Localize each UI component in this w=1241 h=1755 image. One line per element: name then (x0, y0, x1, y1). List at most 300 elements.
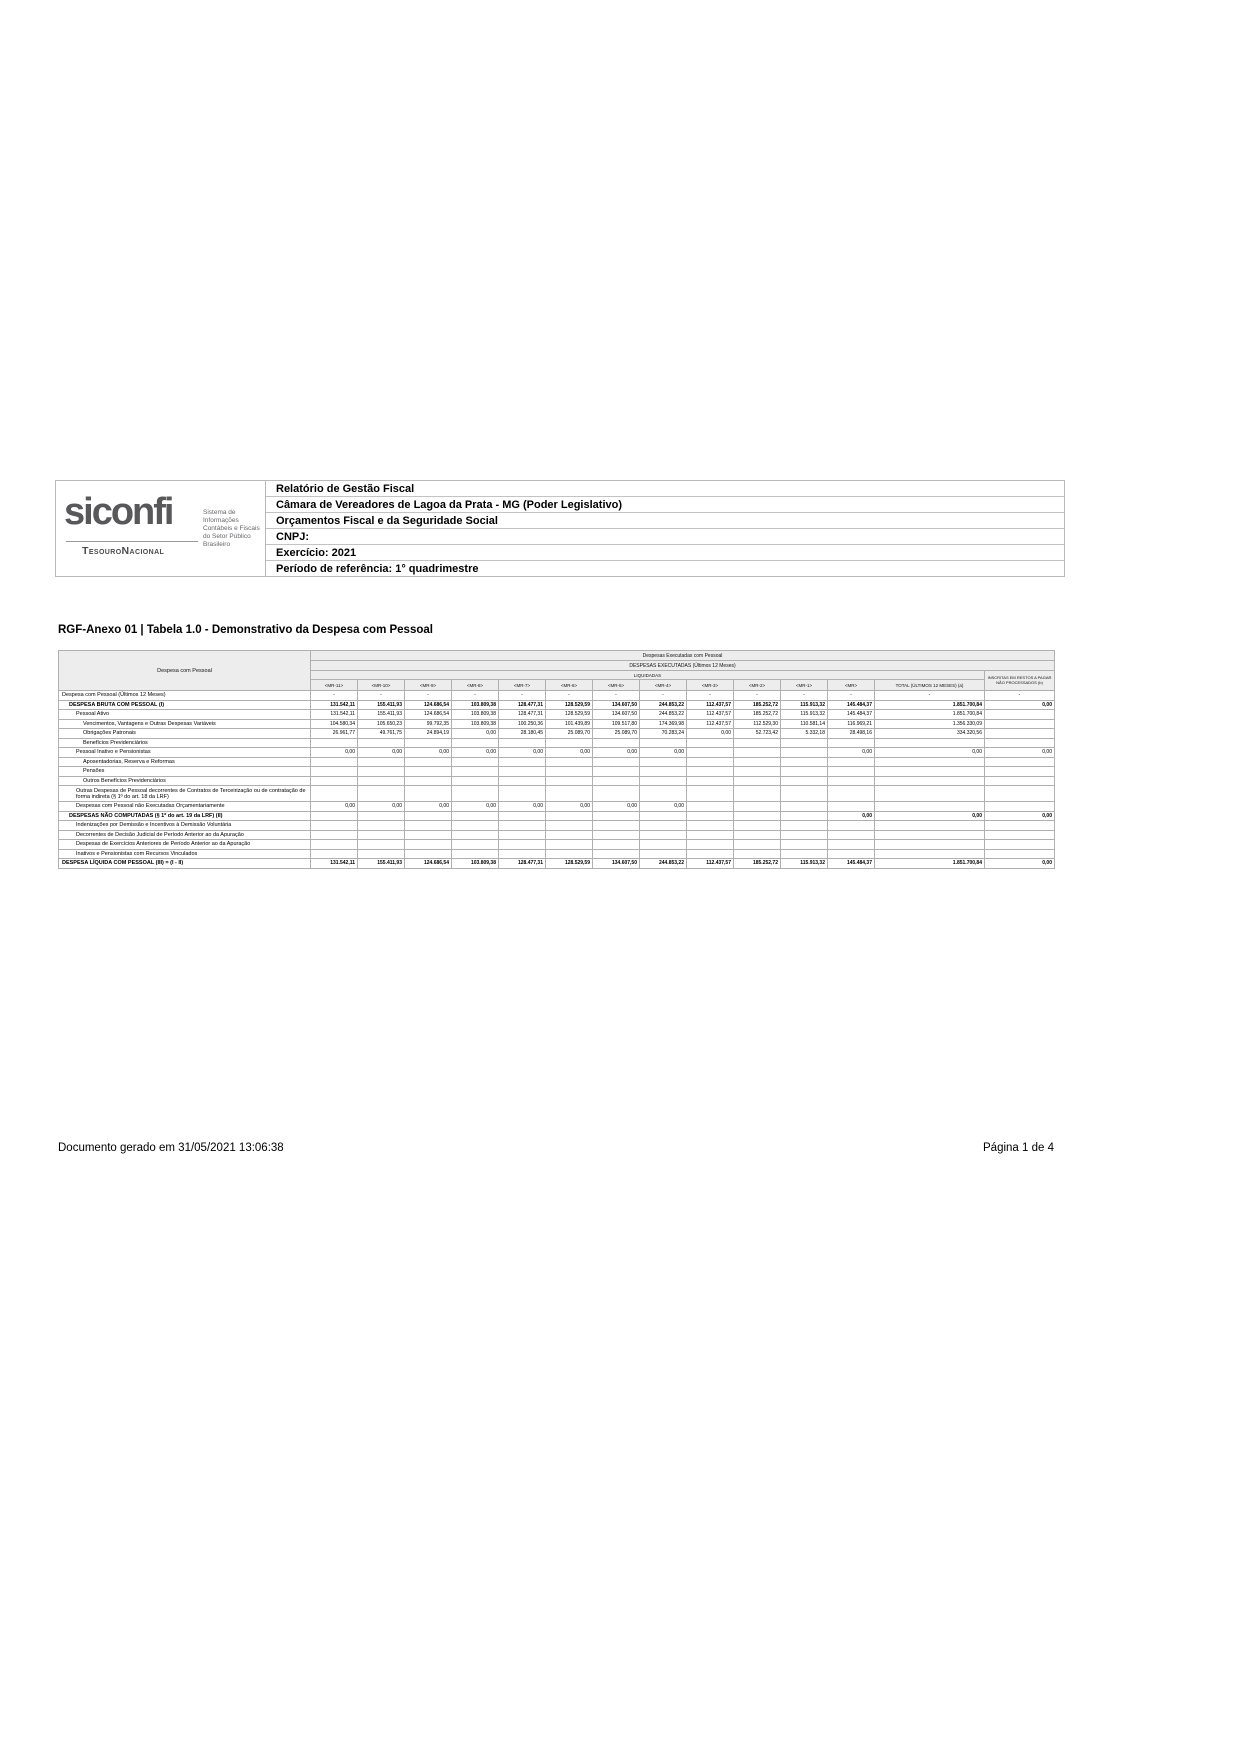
cell-value (828, 777, 875, 787)
cell-value: 124.686,54 (405, 710, 452, 720)
cell-value (358, 786, 405, 802)
cell-value: 0,00 (985, 859, 1055, 869)
entity-row: Câmara de Vereadores de Lagoa da Prata - MG (Poder Legislativo) (266, 497, 1064, 513)
cell-value (734, 850, 781, 860)
cell-value (828, 739, 875, 749)
cell-value (875, 821, 985, 831)
cell-value: - (985, 691, 1055, 701)
cell-value: - (781, 691, 828, 701)
cell-value (452, 821, 499, 831)
cell-value: 104.580,34 (311, 720, 358, 730)
cell-value: 0,00 (452, 729, 499, 739)
table-body (59, 691, 1055, 869)
cell-value: 105.650,23 (358, 720, 405, 730)
cell-value (452, 767, 499, 777)
cell-value: 0,00 (405, 802, 452, 812)
cell-value (734, 812, 781, 822)
cell-value: 185.252,72 (734, 859, 781, 869)
cell-value (499, 739, 546, 749)
cell-value (828, 831, 875, 841)
cell-value (405, 831, 452, 841)
month-col-header: <MR-3> (687, 680, 734, 691)
table-row (59, 840, 1055, 850)
cell-value: - (593, 691, 640, 701)
cell-value: 112.437,57 (687, 710, 734, 720)
cell-value (358, 831, 405, 841)
cell-value: 244.853,22 (640, 701, 687, 711)
reference-period-row: Período de referência: 1° quadrimestre (276, 562, 479, 575)
cell-value: 0,00 (640, 748, 687, 758)
cell-value: - (499, 691, 546, 701)
cell-value (546, 812, 593, 822)
cell-value: - (358, 691, 405, 701)
cell-value (405, 850, 452, 860)
cell-value: 145.484,37 (828, 710, 875, 720)
month-col-header: <MR-4> (640, 680, 687, 691)
cell-value (640, 739, 687, 749)
cell-value (687, 850, 734, 860)
row-label: Indenizações por Demissão e Incentivos à Demissão Voluntária (59, 821, 311, 831)
cell-value: 25.089,70 (546, 729, 593, 739)
cell-value: 155.411,93 (358, 701, 405, 711)
cell-value (593, 767, 640, 777)
cell-value (593, 758, 640, 768)
table-row (59, 739, 1055, 749)
table-row (59, 701, 1055, 711)
header-liquidadas-block (311, 671, 985, 691)
cell-value (875, 758, 985, 768)
cell-value: 0,00 (499, 748, 546, 758)
cell-value: 0,00 (452, 748, 499, 758)
cell-value: 185.252,72 (734, 710, 781, 720)
cell-value (311, 767, 358, 777)
cell-value (405, 786, 452, 802)
month-col-header: <MR-5> (593, 680, 640, 691)
cell-value (499, 786, 546, 802)
cell-value: 131.542,11 (311, 859, 358, 869)
cell-value: - (640, 691, 687, 701)
cell-value (687, 767, 734, 777)
total-column-header: TOTAL (ÚLTIMOS 12 MESES) (a) (875, 680, 985, 691)
cell-value (499, 821, 546, 831)
cell-value: 0,00 (546, 802, 593, 812)
cell-value: 0,00 (452, 802, 499, 812)
cell-value (875, 850, 985, 860)
cell-value (734, 758, 781, 768)
cell-value (985, 739, 1055, 749)
cell-value: 103.809,38 (452, 720, 499, 730)
cell-value: 0,00 (593, 748, 640, 758)
cell-value (593, 777, 640, 787)
month-col-header: <MR-2> (734, 680, 781, 691)
row-label: Outras Despesas de Pessoal decorrentes de Contratos de Terceirização ou de contratação de forma indireta (§ 1º do art. 18 da LRF) (59, 786, 311, 802)
cell-value (985, 831, 1055, 841)
cell-value: 115.913,32 (781, 859, 828, 869)
cell-value: 131.542,11 (311, 701, 358, 711)
cell-value: 1.356.330,09 (875, 720, 985, 730)
row-label: Pensões (59, 767, 311, 777)
cell-value: - (546, 691, 593, 701)
month-col-header: <MR-6> (546, 680, 593, 691)
table-row (59, 691, 1055, 701)
row-label: Despesas com Pessoal não Executadas Orçamentariamente (59, 802, 311, 812)
cell-value: 28.180,45 (499, 729, 546, 739)
cell-value (781, 758, 828, 768)
row-label: Pessoal Inativo e Pensionistas (59, 748, 311, 758)
cell-value (875, 802, 985, 812)
cell-value (452, 758, 499, 768)
cell-value (734, 777, 781, 787)
cell-value (640, 767, 687, 777)
cell-value (546, 758, 593, 768)
month-col-header: <MR-10> (358, 680, 405, 691)
cell-value (687, 812, 734, 822)
row-label: DESPESA LÍQUIDA COM PESSOAL (III) = (I - II) (59, 859, 311, 869)
cell-value: 0,00 (358, 802, 405, 812)
cell-value: 110.581,14 (781, 720, 828, 730)
month-col-header: <MR-8> (452, 680, 499, 691)
cell-value (452, 739, 499, 749)
table-title: RGF-Anexo 01 | Tabela 1.0 - Demonstrativo da Despesa com Pessoal (58, 624, 433, 636)
cell-value (405, 777, 452, 787)
siconfi-tagline (203, 509, 265, 549)
cell-value (875, 739, 985, 749)
cell-value: - (687, 691, 734, 701)
cell-value: 25.089,70 (593, 729, 640, 739)
table-row (59, 850, 1055, 860)
cell-value: 0,00 (358, 748, 405, 758)
cell-value: 0,00 (593, 802, 640, 812)
cell-value (499, 758, 546, 768)
budget-scope-row: Orçamentos Fiscal e da Seguridade Social (266, 513, 1064, 529)
cell-value (546, 777, 593, 787)
table-row (59, 859, 1055, 869)
cell-value (781, 786, 828, 802)
cell-value: 174.369,98 (640, 720, 687, 730)
cell-value (828, 767, 875, 777)
cell-value: 52.723,42 (734, 729, 781, 739)
month-col-header: <MR> (828, 680, 875, 691)
cell-value (311, 777, 358, 787)
cell-value (985, 786, 1055, 802)
cell-value (687, 831, 734, 841)
cell-value: 115.913,32 (781, 701, 828, 711)
cell-value: 128.529,59 (546, 710, 593, 720)
cell-value: 0,00 (828, 748, 875, 758)
cell-value (593, 821, 640, 831)
cell-value (640, 850, 687, 860)
cell-value (687, 786, 734, 802)
cell-value (828, 850, 875, 860)
cell-value: 128.529,59 (546, 859, 593, 869)
cell-value: 103.809,38 (452, 701, 499, 711)
cell-value: 244.853,22 (640, 710, 687, 720)
siconfi-logo (56, 481, 266, 576)
cell-value (640, 821, 687, 831)
cell-value (358, 840, 405, 850)
cell-value (405, 758, 452, 768)
month-col-header: <MR-7> (499, 680, 546, 691)
cell-value (358, 739, 405, 749)
cell-value: - (405, 691, 452, 701)
table-row (59, 748, 1055, 758)
cell-value: 0,00 (499, 802, 546, 812)
cell-value (452, 831, 499, 841)
cell-value: 116.969,21 (828, 720, 875, 730)
cell-value: 70.283,24 (640, 729, 687, 739)
cell-value: 145.484,37 (828, 701, 875, 711)
cell-value (781, 777, 828, 787)
cell-value (593, 831, 640, 841)
cell-value: 0,00 (828, 812, 875, 822)
cell-value: 0,00 (875, 812, 985, 822)
exercise-row: Exercício: 2021 (266, 545, 1064, 561)
cell-value (828, 786, 875, 802)
cell-value: 112.437,57 (687, 720, 734, 730)
cell-value (687, 802, 734, 812)
month-col-header: <MR-9> (405, 680, 452, 691)
cell-value (687, 739, 734, 749)
cell-value (687, 777, 734, 787)
header-executadas-span: Despesas Executadas com Pessoal (311, 651, 1055, 661)
cell-value: 49.761,75 (358, 729, 405, 739)
cell-value (405, 739, 452, 749)
cell-value: 99.792,35 (405, 720, 452, 730)
row-label: Despesas de Exercícios Anteriores de Período Anterior ao da Apuração (59, 840, 311, 850)
cell-value (499, 767, 546, 777)
cell-value: 0,00 (405, 748, 452, 758)
cell-value (734, 821, 781, 831)
cell-value: 1.851.700,84 (875, 710, 985, 720)
cell-value (687, 748, 734, 758)
cell-value: 112.437,57 (687, 701, 734, 711)
cell-value: 131.542,11 (311, 710, 358, 720)
cell-value: 155.411,93 (358, 710, 405, 720)
header-liquidadas: LIQUIDADAS (311, 671, 985, 680)
cell-value: 28.498,16 (828, 729, 875, 739)
row-label: Despesa com Pessoal (Últimos 12 Meses) (59, 691, 311, 701)
cell-value: - (734, 691, 781, 701)
cell-value: - (311, 691, 358, 701)
cell-value (985, 850, 1055, 860)
cell-value: 134.607,50 (593, 859, 640, 869)
cell-value (734, 840, 781, 850)
cell-value (593, 786, 640, 802)
table-row (59, 812, 1055, 822)
cell-value (499, 812, 546, 822)
table-row (59, 729, 1055, 739)
cell-value: 0,00 (311, 748, 358, 758)
cell-value (985, 767, 1055, 777)
row-label: Outros Benefícios Previdenciários (59, 777, 311, 787)
table-row (59, 831, 1055, 841)
cell-value: 0,00 (311, 802, 358, 812)
cell-value (546, 821, 593, 831)
cell-value: 109.517,80 (593, 720, 640, 730)
cell-value (734, 831, 781, 841)
cell-value (452, 840, 499, 850)
cell-value (311, 831, 358, 841)
cell-value: 115.913,32 (781, 710, 828, 720)
table-corner-label: Despesa com Pessoal (59, 651, 311, 691)
cell-value (687, 840, 734, 850)
cell-value: 244.853,22 (640, 859, 687, 869)
page-number: Página 1 de 4 (983, 1142, 1054, 1154)
cell-value: 1.851.700,84 (875, 859, 985, 869)
table-row (59, 821, 1055, 831)
report-info-rows (266, 481, 1064, 576)
cell-value (875, 786, 985, 802)
cell-value (875, 831, 985, 841)
table-row (59, 767, 1055, 777)
cell-value (311, 850, 358, 860)
cell-value (781, 840, 828, 850)
report-type-row: Relatório de Gestão Fiscal (266, 481, 1064, 497)
cell-value (593, 812, 640, 822)
cell-value (358, 758, 405, 768)
table-row (59, 710, 1055, 720)
table-row (59, 758, 1055, 768)
row-label: Decorrentes de Decisão Judicial de Período Anterior ao da Apuração (59, 831, 311, 841)
row-label: Aposentadorias, Reserva e Reformas (59, 758, 311, 768)
cell-value: 26.961,77 (311, 729, 358, 739)
cell-value (875, 777, 985, 787)
cell-value: 185.252,72 (734, 701, 781, 711)
cell-value (734, 786, 781, 802)
cell-value: 124.686,54 (405, 701, 452, 711)
cell-value (875, 767, 985, 777)
cell-value: 155.411,93 (358, 859, 405, 869)
siconfi-tagline-line-2: Contábeis e Fiscais (203, 525, 260, 532)
cell-value (452, 812, 499, 822)
cell-value: - (875, 691, 985, 701)
cell-value (985, 821, 1055, 831)
cell-value (358, 767, 405, 777)
cell-value: 103.809,38 (452, 859, 499, 869)
table-header-right (311, 651, 1055, 691)
cell-value: 145.484,37 (828, 859, 875, 869)
row-label: Vencimentos, Vantagens e Outras Despesas Variáveis (59, 720, 311, 730)
cell-value: 24.894,19 (405, 729, 452, 739)
cell-value (875, 840, 985, 850)
logo-divider (66, 541, 198, 542)
row-label: Benefícios Previdenciários (59, 739, 311, 749)
cell-value: 0,00 (985, 701, 1055, 711)
cell-value: 1.851.700,84 (875, 701, 985, 711)
cell-value (546, 739, 593, 749)
cell-value (781, 850, 828, 860)
table-row (59, 802, 1055, 812)
cell-value: 103.809,38 (452, 710, 499, 720)
cell-value: 112.437,57 (687, 859, 734, 869)
cell-value (781, 739, 828, 749)
cell-value: 128.529,59 (546, 701, 593, 711)
despesa-pessoal-table (58, 650, 1055, 869)
cell-value (499, 850, 546, 860)
cell-value (734, 748, 781, 758)
cell-value (828, 758, 875, 768)
cell-value (828, 821, 875, 831)
month-col-header: <MR-1> (781, 680, 828, 691)
row-label: DESPESA BRUTA COM PESSOAL (I) (59, 701, 311, 711)
siconfi-tagline-line-1: Sistema de Informações (203, 509, 239, 524)
cell-value (640, 831, 687, 841)
cell-value: 5.332,18 (781, 729, 828, 739)
cell-value: 0,00 (985, 748, 1055, 758)
cell-value (452, 786, 499, 802)
cell-value (687, 758, 734, 768)
cell-value (311, 739, 358, 749)
columns-header-row (311, 680, 985, 691)
cell-value (985, 710, 1055, 720)
cell-value (405, 821, 452, 831)
cell-value (985, 720, 1055, 730)
cell-value (405, 840, 452, 850)
cell-value (687, 821, 734, 831)
cnpj-row: CNPJ: (266, 529, 1064, 545)
table-row (59, 720, 1055, 730)
cell-value (985, 729, 1055, 739)
cell-value (985, 777, 1055, 787)
cell-value: 100.250,36 (499, 720, 546, 730)
cell-value (985, 802, 1055, 812)
row-label: Inativos e Pensionistas com Recursos Vinculados (59, 850, 311, 860)
cell-value (311, 786, 358, 802)
cell-value: 0,00 (640, 802, 687, 812)
cell-value (781, 831, 828, 841)
table-row (59, 786, 1055, 802)
cell-value (358, 812, 405, 822)
cell-value (781, 767, 828, 777)
cell-value (985, 758, 1055, 768)
cell-value: 128.477,31 (499, 701, 546, 711)
cell-value (734, 767, 781, 777)
header-bottom-rows (311, 671, 1055, 691)
generation-timestamp: Documento gerado em 31/05/2021 13:06:38 (58, 1142, 284, 1154)
table-row (59, 777, 1055, 787)
cell-value (499, 840, 546, 850)
cell-value: 112.529,30 (734, 720, 781, 730)
cell-value: 128.477,31 (499, 859, 546, 869)
cell-value (593, 739, 640, 749)
cell-value: 334.320,56 (875, 729, 985, 739)
cell-value: 0,00 (546, 748, 593, 758)
row-label: DESPESAS NÃO COMPUTADAS (§ 1º do art. 19 da LRF) (II) (59, 812, 311, 822)
header-despesas-executadas-span: DESPESAS EXECUTADAS (Últimos 12 Meses) (311, 661, 1055, 671)
cell-value (311, 812, 358, 822)
cell-value (640, 840, 687, 850)
cell-value (546, 831, 593, 841)
cell-value (546, 850, 593, 860)
cell-value (593, 850, 640, 860)
cell-value (734, 739, 781, 749)
cell-value: - (828, 691, 875, 701)
cell-value (358, 821, 405, 831)
inscritas-column-header: INSCRITAS EM RESTOS A PAGAR NÃO PROCESSADOS (b) (985, 671, 1055, 691)
cell-value (828, 802, 875, 812)
month-col-header: <MR-11> (311, 680, 358, 691)
cell-value (781, 812, 828, 822)
cell-value: 101.439,89 (546, 720, 593, 730)
report-header-box (55, 480, 1065, 577)
cell-value (499, 831, 546, 841)
cell-value (781, 802, 828, 812)
cell-value (405, 812, 452, 822)
cell-value (452, 850, 499, 860)
cell-value: 134.607,50 (593, 710, 640, 720)
cell-value (405, 767, 452, 777)
cell-value (499, 777, 546, 787)
